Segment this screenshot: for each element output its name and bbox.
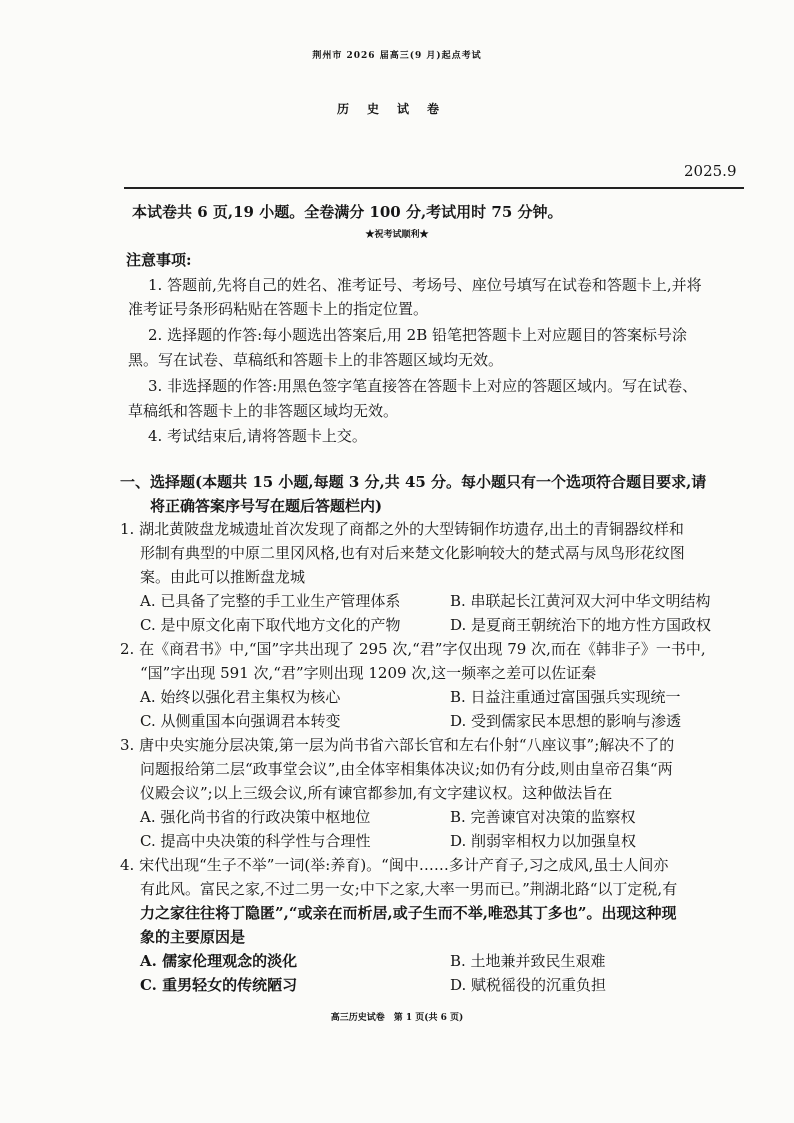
question-3-text: 3. 唐中央实施分层决策,第一层为尚书省六部长官和左右仆射“八座议事”;解决不了的 [120,736,675,754]
question-4-option-b: B. 土地兼并致民生艰难 [450,952,606,970]
question-4-option-d: D. 赋税徭役的沉重负担 [450,976,607,994]
exam-info: 本试卷共 6 页,19 小题。全卷满分 100 分,考试用时 75 分钟。 [132,203,563,221]
question-2-option-d: D. 受到儒家民本思想的影响与渗透 [450,712,682,730]
question-2-option-b: B. 日益注重通过富国强兵实现统一 [450,688,681,706]
notice-line: 3. 非选择题的作答:用黑色签字笔直接答在答题卡上对应的答题区域内。写在试卷、 [148,377,698,395]
question-1-text: 1. 湖北黄陂盘龙城遗址首次发现了商都之外的大型铸铜作坊遗存,出土的青铜器纹样和 [120,520,684,538]
question-4-option-a: A. 儒家伦理观念的淡化 [140,952,298,970]
question-4-text: 力之家往往将丁隐匿”,“或亲在而析居,或子生而不举,唯恐其丁多也”。出现这种现 [140,904,677,922]
question-2-option-a: A. 始终以强化君主集权为核心 [140,688,341,706]
notice-line: 4. 考试结束后,请将答题卡上交。 [148,427,367,445]
notice-line: 2. 选择题的作答:每小题选出答案后,用 2B 铅笔把答题卡上对应题目的答案标号涂 [148,326,688,344]
good-luck-line: ★祝考试顺利★ [365,230,429,240]
question-3-option-d: D. 削弱宰相权力以加强皇权 [450,832,637,850]
exam-title: 荆州市 2026 届高三(9 月)起点考试 [312,51,482,61]
notice-line: 草稿纸和答题卡上的非答题区域均无效。 [128,402,399,420]
question-4-text: 象的主要原因是 [140,928,246,946]
question-2-text: 2. 在《商君书》中,“国”字共出现了 295 次,“君”字仅出现 79 次,而在《韩非子》一书中, [120,640,706,658]
notice-line: 准考证号条形码粘贴在答题卡上的指定位置。 [128,300,429,318]
question-1-text: 案。由此可以推断盘龙城 [140,568,306,586]
question-3-option-c: C. 提高中央决策的科学性与合理性 [140,832,371,850]
exam-subtitle: 历史试卷 [336,102,457,116]
question-1-text: 形制有典型的中原二里冈风格,也有对后来楚文化影响较大的楚式鬲与凤鸟形花纹图 [140,544,685,562]
question-1-option-a: A. 已具备了完整的手工业生产管理体系 [140,592,401,610]
question-3-option-a: A. 强化尚书省的行政决策中枢地位 [140,808,371,826]
page-footer: 高三历史试卷 第 1 页(共 6 页) [330,1013,464,1023]
notice-heading: 注意事项: [126,251,192,269]
question-1-option-d: D. 是夏商王朝统治下的地方性方国政权 [450,616,712,634]
question-2-text: “国”字出现 591 次,“君”字则出现 1209 次,这一频率之差可以佐证秦 [140,664,597,682]
question-4-text: 4. 宋代出现“生子不举”一词(举:养育)。“闽中……多计产育子,习之成风,虽士人间亦 [120,856,669,874]
exam-date: 2025.9 [684,162,737,180]
notice-line: 黑。写在试卷、草稿纸和答题卡上的非答题区域均无效。 [128,351,504,369]
question-3-text: 问题报给第二层“政事堂会议”,由全体宰相集体决议;如仍有分歧,则由皇帝召集“两 [140,760,673,778]
question-2-option-c: C. 从侧重国本向强调君本转变 [140,712,341,730]
question-4-option-c: C. 重男轻女的传统陋习 [140,976,298,994]
section-heading-cont: 将正确答案序号写在题后答题栏内) [150,497,383,515]
section-heading: 一、选择题(本题共 15 小题,每题 3 分,共 45 分。每小题只有一个选项符合题目要求,请 [120,473,707,491]
header-divider [124,187,744,189]
question-1-option-c: C. 是中原文化南下取代地方文化的产物 [140,616,401,634]
question-1-option-b: B. 串联起长江黄河双大河中华文明结构 [450,592,711,610]
question-3-option-b: B. 完善谏官对决策的监察权 [450,808,636,826]
notice-line: 1. 答题前,先将自己的姓名、准考证号、考场号、座位号填写在试卷和答题卡上,并将 [148,276,702,294]
question-3-text: 仪殿会议”;以上三级会议,所有谏官都参加,有文字建议权。这种做法旨在 [140,784,613,802]
question-4-text: 有此风。富民之家,不过二男一女;中下之家,大率一男而已。”荆湖北路“以丁定税,有 [140,880,678,898]
